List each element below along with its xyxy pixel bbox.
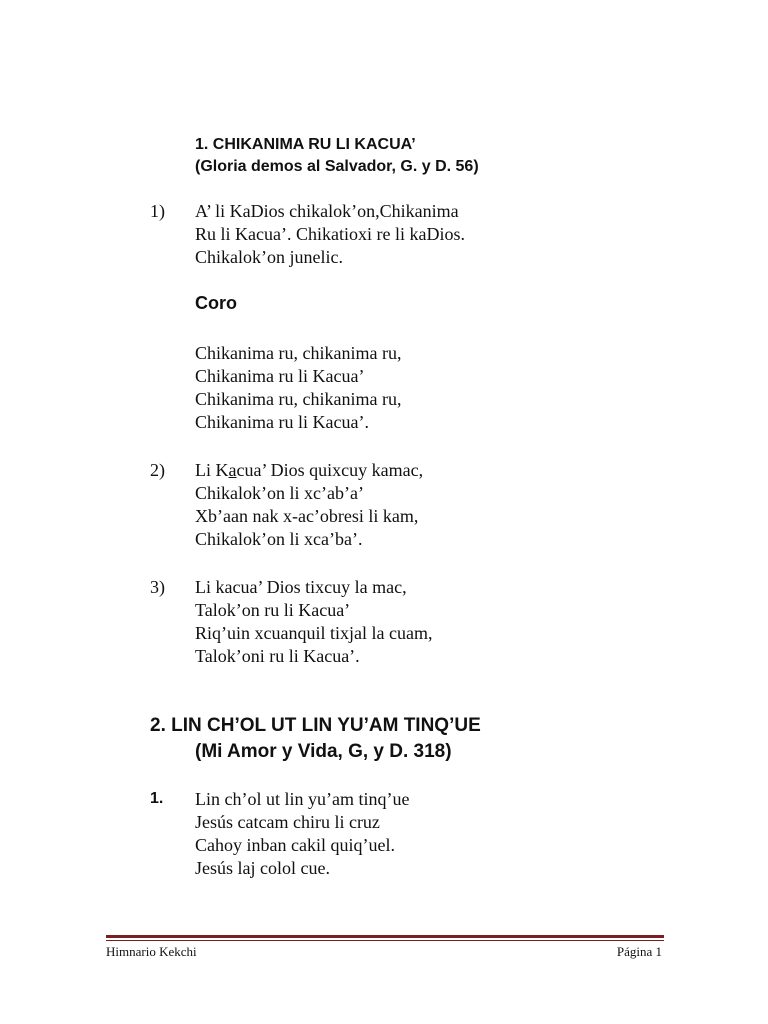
hymn2-title: 2. LIN CH’OL UT LIN YU’AM TINQ’UE <box>150 715 481 736</box>
hymn1-verse2-line: Xb’aan nak x-ac’obresi li kam, <box>195 506 419 526</box>
hymn1-verse3-line: Li kacua’ Dios tixcuy la mac, <box>195 577 407 597</box>
hymn1-verse3-number: 3) <box>150 577 165 597</box>
chorus-line: Chikanima ru li Kacua’. <box>195 412 369 432</box>
hymn2-verse1-line: Cahoy inban cakil quiq’uel. <box>195 835 395 855</box>
footer-page-number: Página 1 <box>616 944 662 959</box>
hymn1-verse1-line: Ru li Kacua’. Chikatioxi re li kaDios. <box>195 224 465 244</box>
hymn1-verse1-line: A’ li KaDios chikalok’on,Chikanima <box>195 201 459 221</box>
chorus-line: Chikanima ru li Kacua’ <box>195 366 365 386</box>
hymn1-verse2-line: Chikalok’on li xca’ba’. <box>195 529 363 549</box>
hymn1-verse3-line: Talok’on ru li Kacua’ <box>195 600 351 620</box>
hymn1-verse1-number: 1) <box>150 201 165 221</box>
chorus-line: Chikanima ru, chikanima ru, <box>195 343 402 363</box>
hymn1-verse2-line: Li Kacua’ Dios quixcuy kamac, <box>195 460 424 480</box>
chorus-label: Coro <box>195 293 237 313</box>
hymn1-subtitle: (Gloria demos al Salvador, G. y D. 56) <box>195 158 479 175</box>
hymn1-verse2-line: Chikalok’on li xc’ab’a’ <box>195 483 364 503</box>
hymn1-verse2-number: 2) <box>150 460 165 480</box>
chorus-line: Chikanima ru, chikanima ru, <box>195 389 402 409</box>
hymn2-verse1-line: Lin ch’ol ut lin yu’am tinq’ue <box>195 789 410 809</box>
hymn2-verse1-number: 1. <box>150 790 164 807</box>
hymn2-subtitle: (Mi Amor y Vida, G, y D. 318) <box>195 741 452 762</box>
footer-rule-thin <box>106 940 664 941</box>
hymn1-title: 1. CHIKANIMA RU LI KACUA’ <box>195 136 416 153</box>
hymn1-verse3-line: Riq’uin xcuanquil tixjal la cuam, <box>195 623 433 643</box>
footer-book-title: Himnario Kekchi <box>106 944 197 959</box>
hymn1-verse3-line: Talok’oni ru li Kacua’. <box>195 646 360 666</box>
footer-rule <box>106 935 664 938</box>
hymn2-verse1-line: Jesús catcam chiru li cruz <box>195 812 380 832</box>
hymn2-verse1-line: Jesús laj colol cue. <box>195 858 330 878</box>
hymn1-verse1-line: Chikalok’on junelic. <box>195 247 343 267</box>
